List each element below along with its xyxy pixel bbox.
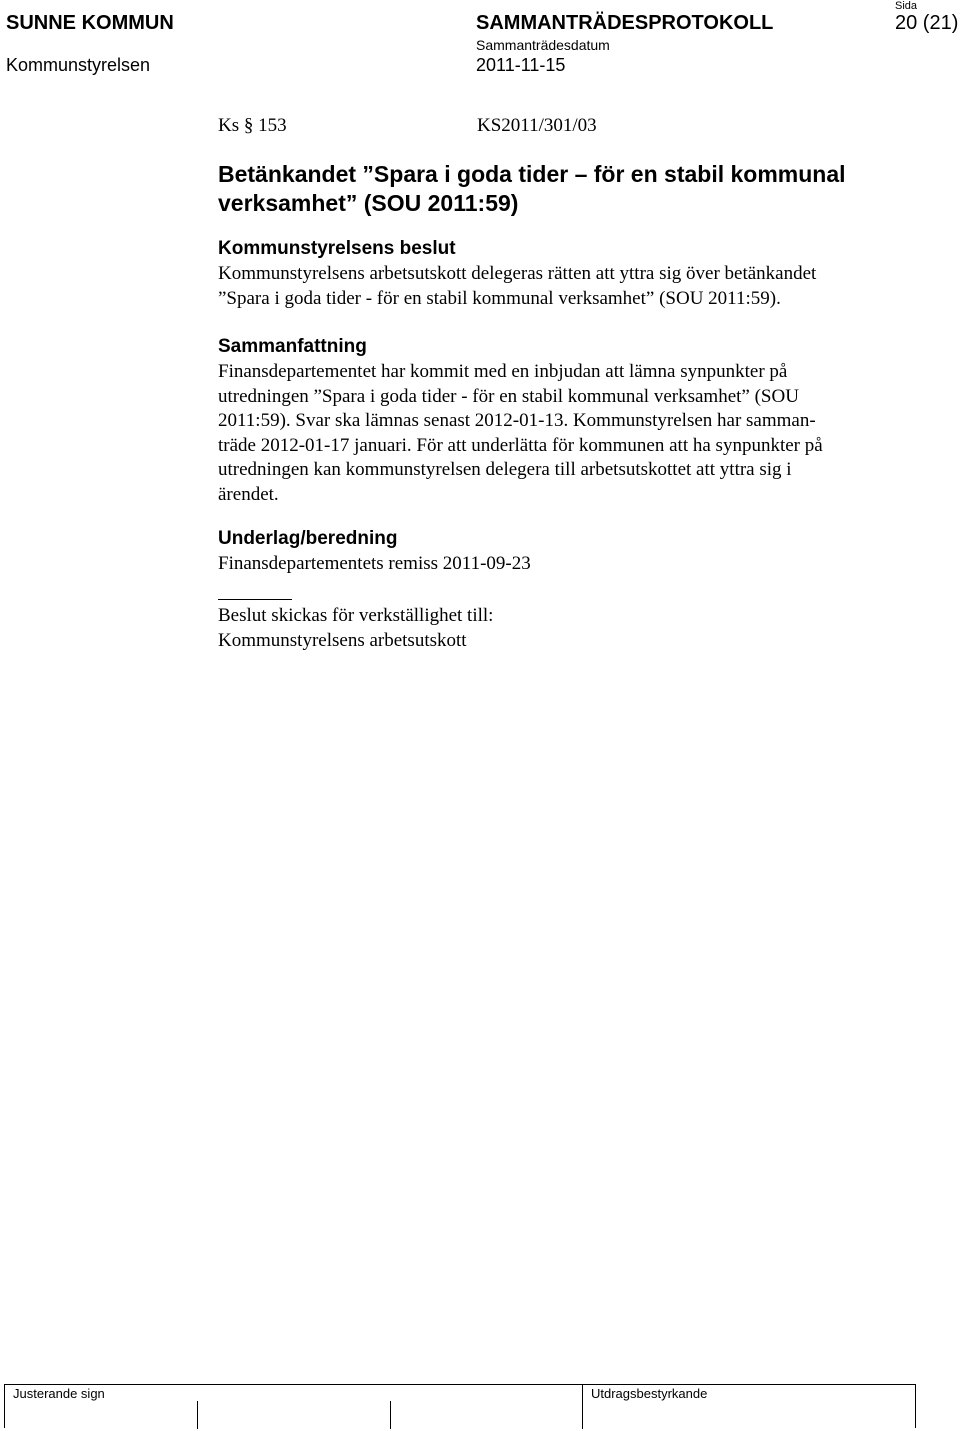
case-title-line: Betänkandet ”Spara i goda tider – för en stabil kommunal	[218, 161, 846, 187]
municipality-name: SUNNE KOMMUN	[6, 12, 174, 34]
justerande-sign-label: Justerande sign	[13, 1386, 105, 1401]
page-label: Sida	[895, 0, 918, 12]
meeting-date: 2011-11-15	[476, 55, 566, 75]
summary-text	[218, 360, 823, 507]
date-label: Sammanträdesdatum	[476, 37, 610, 53]
box-divider	[582, 1385, 583, 1429]
case-title-line: verksamhet” (SOU 2011:59)	[218, 190, 519, 216]
text-line: utredningen kan kommunstyrelsen delegera till arbetsutskottet att yttra sig i	[218, 459, 792, 480]
basis-heading: Underlag/beredning	[218, 528, 398, 549]
dispatch-text	[218, 604, 493, 653]
decision-text	[218, 262, 816, 311]
decision-heading: Kommunstyrelsens beslut	[218, 238, 456, 259]
text-line: 2011:59). Svar ska lämnas senast 2012-01-13. Kommunstyrelsen har samman-	[218, 410, 816, 431]
text-line: träde 2012-01-17 januari. För att underlätta för kommunen att ha synpunkter på	[218, 434, 823, 456]
separator-line	[218, 599, 292, 600]
utdragsbestyrkande-label: Utdragsbestyrkande	[591, 1386, 708, 1401]
signature-tick	[197, 1401, 198, 1429]
text-line: Finansdepartementet har kommit med en inbjudan att lämna synpunkter på	[218, 361, 788, 382]
department-name: Kommunstyrelsen	[6, 55, 151, 75]
signature-box	[4, 1384, 916, 1428]
dispatch-recipient: Kommunstyrelsens arbetsutskott	[218, 629, 467, 651]
text-line: Finansdepartementets remiss 2011-09-23	[218, 553, 531, 574]
text-line: ”Spara i goda tider - för en stabil kommunal verksamhet” (SOU 2011:59).	[218, 287, 781, 309]
document-type: SAMMANTRÄDESPROTOKOLL	[476, 12, 774, 34]
case-paragraph: Ks § 153	[218, 115, 287, 136]
text-line: Kommunstyrelsens arbetsutskott delegeras rätten att yttra sig över betänkandet	[218, 263, 817, 284]
dispatch-line: Beslut skickas för verkställighet till:	[218, 605, 494, 626]
text-line: ärendet.	[218, 483, 279, 505]
case-title	[218, 160, 846, 218]
text-line: utredningen ”Spara i goda tider - för en stabil kommunal verksamhet” (SOU	[218, 385, 799, 407]
basis-text	[218, 552, 531, 577]
page-number: 20 (21)	[895, 12, 959, 34]
summary-heading: Sammanfattning	[218, 336, 367, 357]
signature-tick	[390, 1401, 391, 1429]
case-reference: KS2011/301/03	[477, 115, 597, 136]
